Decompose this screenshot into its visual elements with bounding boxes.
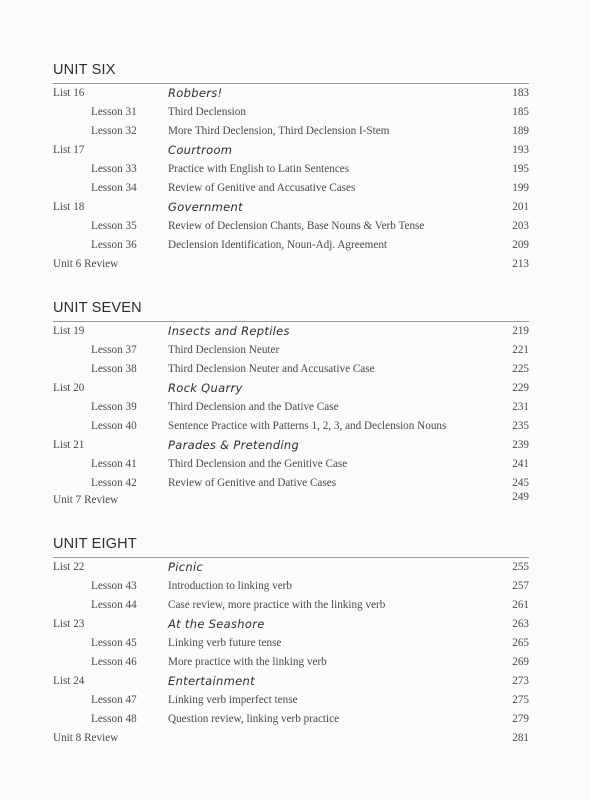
lesson-title: Case review, more practice with the linking verb	[168, 599, 386, 611]
list-number: List 21	[53, 439, 85, 451]
lesson-number: Lesson 43	[91, 580, 137, 592]
toc-lesson-row	[0, 417, 590, 436]
page-number: 255	[512, 561, 529, 573]
list-theme: Rock Quarry	[168, 381, 243, 395]
page-number: 273	[512, 675, 529, 687]
list-theme: Government	[168, 200, 243, 214]
lesson-title: More Third Declension, Third Declension I-Stem	[168, 125, 390, 137]
page-number: 281	[512, 732, 529, 744]
page-number: 183	[512, 87, 529, 99]
lesson-title: Review of Genitive and Accusative Cases	[168, 182, 356, 194]
toc-lesson-row	[0, 455, 590, 474]
toc-review-row	[0, 491, 590, 510]
page-number: 261	[512, 599, 529, 611]
page-number: 239	[512, 439, 529, 451]
toc-lesson-row	[0, 160, 590, 179]
unit-review-label: Unit 6 Review	[53, 258, 119, 270]
page-number: 249	[512, 491, 529, 503]
page-number: 195	[512, 163, 529, 175]
page-number: 189	[512, 125, 529, 137]
toc-lesson-row	[0, 691, 590, 710]
list-theme: Picnic	[168, 560, 204, 574]
lesson-number: Lesson 36	[91, 239, 137, 251]
lesson-title: Third Declension	[168, 106, 246, 118]
toc-list-row	[0, 141, 590, 160]
list-theme: Courtroom	[168, 143, 233, 157]
lesson-number: Lesson 47	[91, 694, 137, 706]
lesson-number: Lesson 32	[91, 125, 137, 137]
page-number: 203	[512, 220, 529, 232]
list-number: List 22	[53, 561, 85, 573]
list-number: List 19	[53, 325, 85, 337]
page-number: 279	[512, 713, 529, 725]
page-number: 213	[512, 258, 529, 270]
list-number: List 17	[53, 144, 85, 156]
page-number: 257	[512, 580, 529, 592]
lesson-title: Linking verb future tense	[168, 637, 282, 649]
list-number: List 23	[53, 618, 85, 630]
toc-list-row	[0, 84, 590, 103]
page-number: 231	[512, 401, 529, 413]
unit-title: UNIT SIX	[53, 62, 116, 78]
page-number: 199	[512, 182, 529, 194]
lesson-title: Third Declension and the Genitive Case	[168, 458, 348, 470]
list-theme: Parades & Pretending	[168, 438, 300, 452]
lesson-number: Lesson 45	[91, 637, 137, 649]
page-number: 221	[512, 344, 529, 356]
lesson-number: Lesson 41	[91, 458, 137, 470]
page-number: 263	[512, 618, 529, 630]
list-number: List 18	[53, 201, 85, 213]
page-number: 245	[512, 477, 529, 489]
toc-lesson-row	[0, 653, 590, 672]
lesson-number: Lesson 40	[91, 420, 137, 432]
page-number: 265	[512, 637, 529, 649]
toc-list-row	[0, 379, 590, 398]
toc-list-row	[0, 615, 590, 634]
list-number: List 24	[53, 675, 85, 687]
lesson-title: Third Declension and the Dative Case	[168, 401, 339, 413]
toc-review-row	[0, 729, 590, 748]
page-number: 225	[512, 363, 529, 375]
lesson-number: Lesson 33	[91, 163, 137, 175]
list-theme: Insects and Reptiles	[168, 324, 290, 338]
page-number: 269	[512, 656, 529, 668]
lesson-number: Lesson 44	[91, 599, 137, 611]
page-number: 201	[512, 201, 529, 213]
lesson-title: Introduction to linking verb	[168, 580, 292, 592]
toc-lesson-row	[0, 236, 590, 255]
toc-lesson-row	[0, 596, 590, 615]
page-number: 219	[512, 325, 529, 337]
toc-lesson-row	[0, 634, 590, 653]
toc-review-row	[0, 255, 590, 274]
toc-list-row	[0, 672, 590, 691]
toc-lesson-row	[0, 710, 590, 729]
toc-lesson-row	[0, 122, 590, 141]
toc-list-row	[0, 436, 590, 455]
list-theme: At the Seashore	[168, 617, 265, 631]
lesson-title: Review of Declension Chants, Base Nouns & Verb Tense	[168, 220, 425, 232]
unit-review-label: Unit 7 Review	[53, 494, 119, 506]
page-number: 193	[512, 144, 529, 156]
lesson-title: Sentence Practice with Patterns 1, 2, 3, and Declension Nouns	[168, 420, 447, 432]
toc-lesson-row	[0, 360, 590, 379]
list-number: List 20	[53, 382, 85, 394]
lesson-title: Declension Identification, Noun-Adj. Agreement	[168, 239, 388, 251]
toc-list-row	[0, 322, 590, 341]
lesson-number: Lesson 38	[91, 363, 137, 375]
lesson-title: Question review, linking verb practice	[168, 713, 340, 725]
toc-list-row	[0, 558, 590, 577]
list-number: List 16	[53, 87, 85, 99]
page-number: 241	[512, 458, 529, 470]
lesson-number: Lesson 31	[91, 106, 137, 118]
page-number: 275	[512, 694, 529, 706]
lesson-number: Lesson 35	[91, 220, 137, 232]
page-number: 209	[512, 239, 529, 251]
lesson-number: Lesson 34	[91, 182, 137, 194]
lesson-title: Linking verb imperfect tense	[168, 694, 298, 706]
unit-review-label: Unit 8 Review	[53, 732, 119, 744]
toc-lesson-row	[0, 179, 590, 198]
lesson-number: Lesson 39	[91, 401, 137, 413]
lesson-number: Lesson 48	[91, 713, 137, 725]
lesson-title: Review of Genitive and Dative Cases	[168, 477, 337, 489]
lesson-title: More practice with the linking verb	[168, 656, 327, 668]
toc-lesson-row	[0, 341, 590, 360]
page-number: 185	[512, 106, 529, 118]
page-number: 235	[512, 420, 529, 432]
toc-lesson-row	[0, 103, 590, 122]
list-theme: Robbers!	[168, 86, 223, 100]
lesson-number: Lesson 42	[91, 477, 137, 489]
unit-title: UNIT EIGHT	[53, 536, 137, 552]
toc-list-row	[0, 198, 590, 217]
lesson-title: Practice with English to Latin Sentences	[168, 163, 350, 175]
lesson-title: Third Declension Neuter	[168, 344, 280, 356]
toc-lesson-row	[0, 577, 590, 596]
list-theme: Entertainment	[168, 674, 255, 688]
toc-lesson-row	[0, 217, 590, 236]
toc-lesson-row	[0, 398, 590, 417]
lesson-number: Lesson 37	[91, 344, 137, 356]
lesson-number: Lesson 46	[91, 656, 137, 668]
unit-title: UNIT SEVEN	[53, 300, 142, 316]
lesson-title: Third Declension Neuter and Accusative Case	[168, 363, 375, 375]
page-number: 229	[512, 382, 529, 394]
